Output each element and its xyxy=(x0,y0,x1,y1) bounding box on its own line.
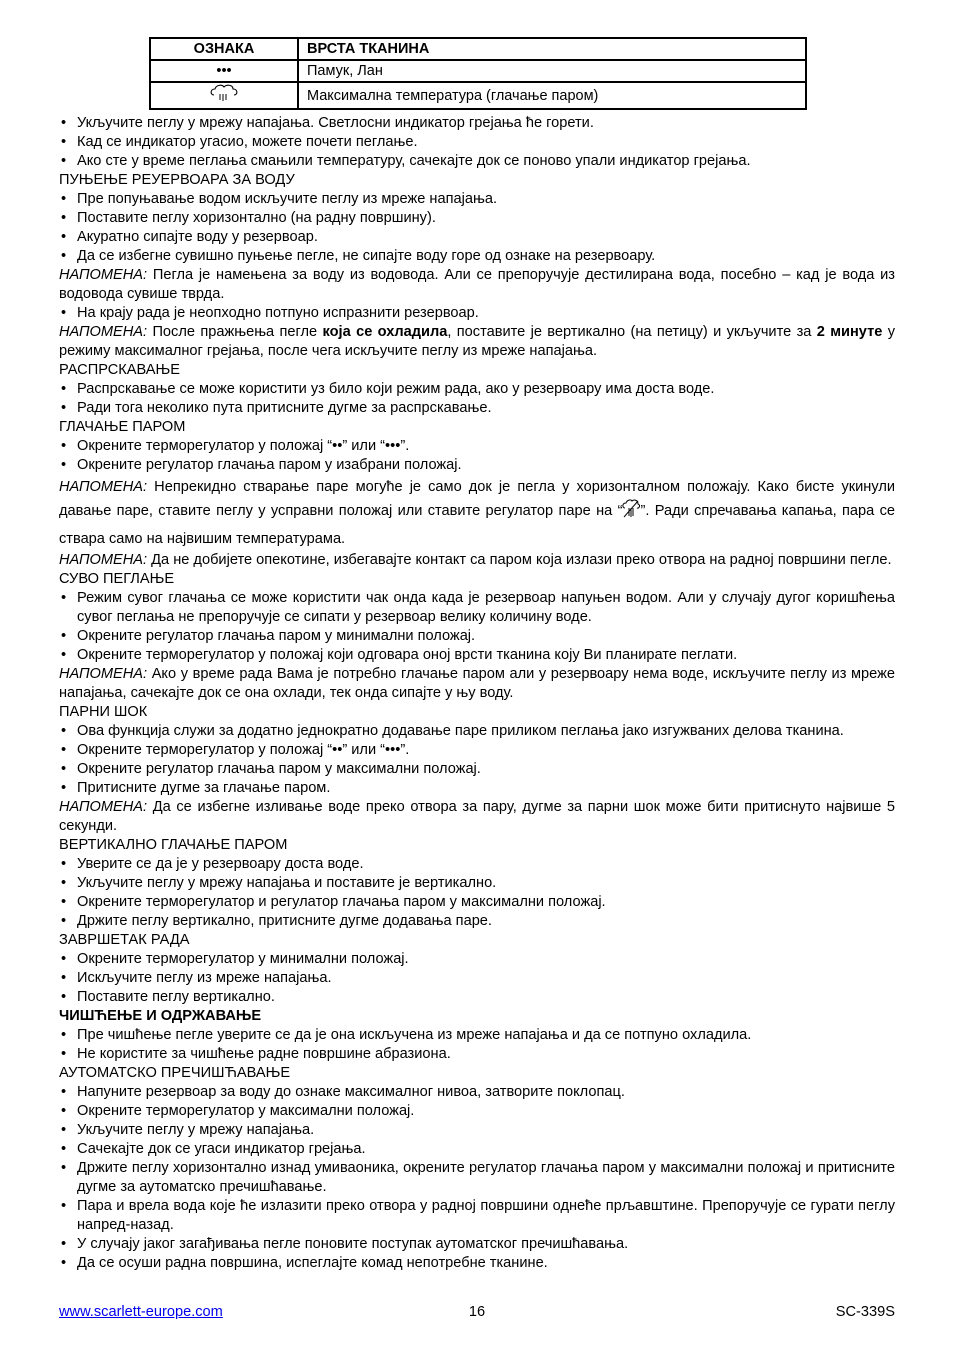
list-item: • Сачекајте док се угаси индикатор грејања. xyxy=(59,1140,895,1159)
table-header-fabric: ВРСТА ТКАНИНА xyxy=(298,38,806,60)
model-number: SC-339S xyxy=(835,1304,895,1320)
table-header-mark: ОЗНАКА xyxy=(150,38,298,60)
page-content xyxy=(59,37,895,1273)
list-item: • Ова функција служи за додатно једнократно додавање паре приликом пеглања јако изгужваних делова тканина. xyxy=(59,722,895,741)
list-item: • Уверите се да је у резервоару доста воде. xyxy=(59,855,895,874)
list-item: • У случају јаког загађивања пегле поновите поступак аутоматског пречишћавања. xyxy=(59,1235,895,1254)
list-item: • Окрените регулатор глачања паром у минимални положај. xyxy=(59,627,895,646)
table-header-row xyxy=(150,38,806,60)
note-label: НАПОМЕНА: xyxy=(59,267,148,283)
section-title-finish: ЗАВРШЕТАК РАДА xyxy=(59,932,190,948)
table-row xyxy=(150,82,806,109)
note-text: Ако у време рада Вама је потребно глачање паром али у резервоару нема воде, искључите пеглу из мреже напајања, сачекајте док се она охлади, тек онда сипајте у њу воду. xyxy=(59,666,895,701)
note-text: , поставите је вертикално (на петицу) и укључите за xyxy=(447,324,817,340)
website-link[interactable]: www.scarlett-europe.com xyxy=(59,1304,223,1320)
list-item: • Окрените терморегулатор у положај “••” или “•••”. xyxy=(59,741,895,760)
list-item: • Укључите пеглу у мрежу напајања. Светлосни индикатор грејања ће горети. xyxy=(59,114,895,133)
note-bold: 2 минуте xyxy=(816,324,883,340)
table-cell-mark xyxy=(150,82,298,109)
note-text: После пражњења пегле xyxy=(147,324,323,340)
section-title-shock: ПАРНИ ШОК xyxy=(59,704,148,720)
list-item: • Кад се индикатор угасио, можете почети пеглање. xyxy=(59,133,895,152)
list-item: • Не користите за чишћење радне површине абразиона. xyxy=(59,1045,895,1064)
list-item: • Да се избегне сувишно пуњење пегле, не сипајте воду горе од ознаке на резервоару. xyxy=(59,247,895,266)
steam-off-icon xyxy=(622,499,640,527)
list-item: • Пара и врела вода које ће излазити преко отвора у радној површини однеће прљавштине. Препоручује се гурати пеглу напред-назад. xyxy=(59,1197,895,1235)
page-footer xyxy=(59,1303,895,1323)
list-item: • Окрените регулатор глачања паром у изабрани положај. xyxy=(59,456,895,475)
fabric-table xyxy=(149,37,807,110)
section-title-clean: ЧИШЋЕЊЕ И ОДРЖАВАЊЕ xyxy=(59,1008,262,1024)
list-item: • Ако сте у време пеглања смањили температуру, сачекајте док се поново упали индикатор грејања. xyxy=(59,152,895,171)
note xyxy=(59,665,895,703)
note xyxy=(59,798,895,836)
note-text: Непрекидно стварање паре могуће је само док је пегла у хоризонталном положају. Како бисте укинули давање паре, ставите пеглу у усправни положај или ставите регулатор паре на “ xyxy=(59,479,895,519)
list-item: • Напуните резервоар за воду до ознаке максималног нивоа, затворите поклопац. xyxy=(59,1083,895,1102)
list-item: • Окрените терморегулатор и регулатор глачања паром у максимални положај. xyxy=(59,893,895,912)
section-title-selfclean: АУТОМАТСКО ПРЕЧИШЋАВАЊЕ xyxy=(59,1065,291,1081)
list-item: • Ради тога неколико пута притисните дугме за распрскавање. xyxy=(59,399,895,418)
list-item: • Окрените терморегулатор у минимални положај. xyxy=(59,950,895,969)
note-label: НАПОМЕНА: xyxy=(59,324,148,340)
section-title-spray: РАСПРСКАВАЊЕ xyxy=(59,362,181,378)
section-title-fill: ПУЊЕЊЕ РЕУЕРВОАРА ЗА ВОДУ xyxy=(59,172,295,188)
list-item: • Режим сувог глачања се може користити чак онда када је резервоар напуњен водом. Али у случају дугог коришћења сувог пеглања не препоручује се сипати у резервоар велику количину воде. xyxy=(59,589,895,627)
note xyxy=(59,475,895,551)
list-item: • Држите пеглу вертикално, притисните дугме додавања паре. xyxy=(59,912,895,931)
page-number: 16 xyxy=(468,1304,486,1320)
note-label: НАПОМЕНА: xyxy=(59,479,148,495)
list-item: • Окрените терморегулатор у максимални положај. xyxy=(59,1102,895,1121)
note-label: НАПОМЕНА: xyxy=(59,666,148,682)
note-label: НАПОМЕНА: xyxy=(59,552,148,568)
list-item: • Укључите пеглу у мрежу напајања. xyxy=(59,1121,895,1140)
table-cell-fabric: Максимална температура (глачање паром) xyxy=(298,82,806,109)
list-item: • Распрскавање се може користити уз било који режим рада, ако у резервоару има доста воде. xyxy=(59,380,895,399)
list-item: • На крају рада је неопходно потпуно испразнити резервоар. xyxy=(59,304,895,323)
list-item: • Поставите пеглу вертикално. xyxy=(59,988,895,1007)
list-item: • Да се осуши радна површина, испеглајте комад непотребне тканине. xyxy=(59,1254,895,1273)
note-label: НАПОМЕНА: xyxy=(59,799,148,815)
list-item: • Искључите пеглу из мреже напајања. xyxy=(59,969,895,988)
note-bold: која се охладила xyxy=(322,324,448,340)
list-item: • Притисните дугме за глачање паром. xyxy=(59,779,895,798)
note-text: Пегла је намењена за воду из водовода. Али се препоручује дестилирана вода, посебно – кад је вода из водовода сувише тврда. xyxy=(59,267,895,302)
table-row xyxy=(150,60,806,82)
note-text: Да не добијете опекотине, избегавајте контакт са паром која излази преко отвора на радној површини пегле. xyxy=(147,552,892,568)
list-item: • Окрените регулатор глачања паром у максимални положај. xyxy=(59,760,895,779)
note xyxy=(59,323,895,361)
note-text: ”. Ради спречавања капања, пара се ствара само на највишим температурама. xyxy=(59,503,895,547)
list-item: • Држите пеглу хоризонтално изнад умиваоника, окрените регулатор глачања паром у максимални положај и притисните дугме за аутоматско пречишћавање. xyxy=(59,1159,895,1197)
list-item: • Окрените терморегулатор у положај који одговара оној врсти тканина коју Ви планирате пеглати. xyxy=(59,646,895,665)
list-item: • Пре чишћење пегле уверите се да је она искључена из мреже напајања и да се потпуно охладила. xyxy=(59,1026,895,1045)
table-cell-fabric: Памук, Лан xyxy=(298,60,806,82)
note-text: у режиму максималног грејања, после чега искључите пеглу из мреже напајања. xyxy=(59,324,895,359)
list-item: • Укључите пеглу у мрежу напајања и поставите је вертикално. xyxy=(59,874,895,893)
list-item: • Пре попуњавање водом искључите пеглу из мреже напајања. xyxy=(59,190,895,209)
list-item: • Окрените терморегулатор у положај “••” или “•••”. xyxy=(59,437,895,456)
note xyxy=(59,266,895,304)
list-item: • Акуратно сипајте воду у резервоар. xyxy=(59,228,895,247)
note xyxy=(59,551,895,570)
section-title-dry: СУВО ПЕГЛАЊЕ xyxy=(59,571,175,587)
list-item: • Поставите пеглу хоризонтално (на радну површину). xyxy=(59,209,895,228)
section-title-vertical: ВЕРТИКАЛНО ГЛАЧАЊЕ ПАРОМ xyxy=(59,837,288,853)
note-text: Да се избегне изливање воде преко отвора за пару, дугме за парни шок може бити притиснуто највише 5 секунди. xyxy=(59,799,895,834)
section-title-steam: ГЛАЧАЊЕ ПАРОМ xyxy=(59,419,186,435)
steam-cloud-icon xyxy=(209,84,239,107)
table-cell-mark: ••• xyxy=(150,60,298,82)
